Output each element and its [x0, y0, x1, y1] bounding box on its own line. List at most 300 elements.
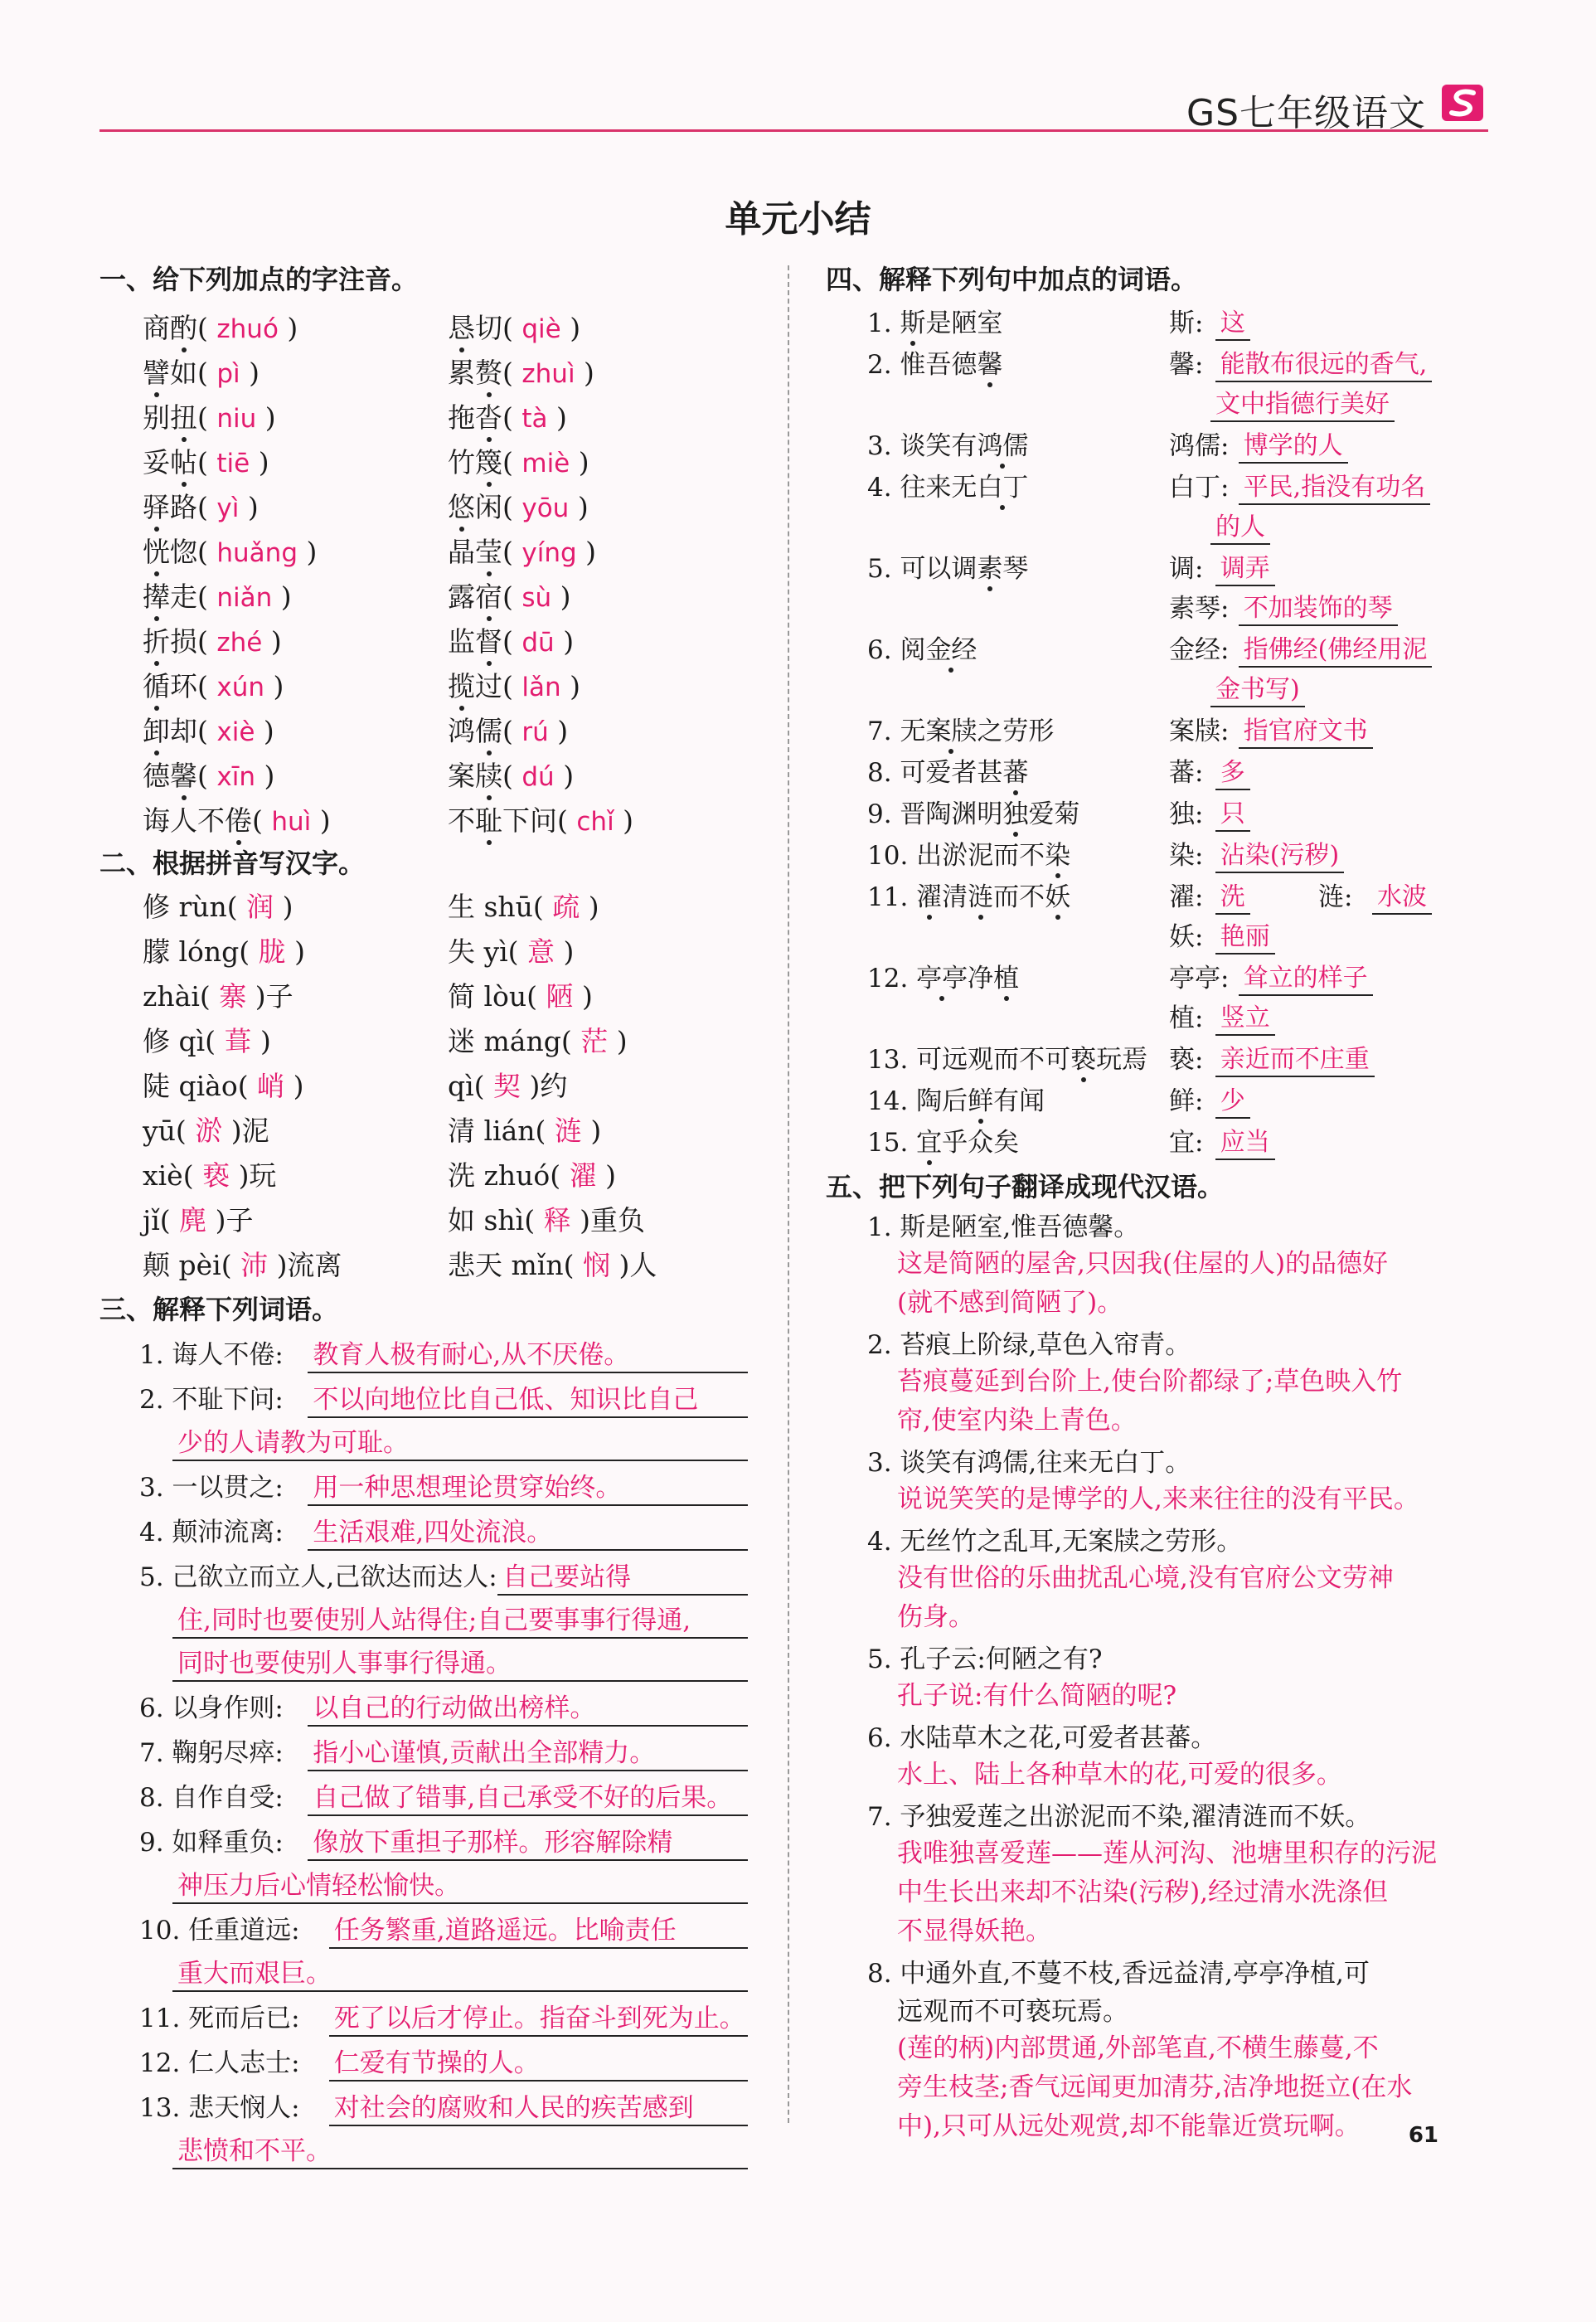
- sentence-text: 有闻: [993, 1086, 1045, 1116]
- paren: (: [557, 804, 577, 837]
- pinyin-prompt: 失 yì(: [448, 935, 519, 968]
- pinyin-row: [448, 441, 589, 480]
- pinyin-prompt: 简 lòu(: [448, 980, 538, 1013]
- word-text: 切: [475, 312, 502, 344]
- hanzi-row: [448, 930, 574, 969]
- dotted-word: 亭亭: [916, 957, 968, 994]
- sentence-text: 爱菊: [1028, 799, 1080, 829]
- paren: ): [547, 401, 567, 434]
- item-number: 15.: [867, 1128, 917, 1158]
- term-label: 1. 诲人不倦:: [139, 1340, 284, 1370]
- gloss-answer: 不加装饰的琴: [1239, 587, 1398, 626]
- pinyin-row: [143, 710, 274, 749]
- translation-line: (莲的柄)内部贯通,外部笔直,不横生藤蔓,不: [897, 2033, 1379, 2063]
- sentence-row: [867, 425, 1028, 462]
- word-text: 鸿: [448, 715, 475, 747]
- hanzi-answer: 涟: [546, 1115, 591, 1147]
- item-number: 13.: [867, 1045, 917, 1075]
- pinyin-row: [143, 799, 331, 838]
- pinyin-row: [143, 665, 284, 704]
- hanzi-row: [143, 1020, 271, 1059]
- original-sentence: 1. 斯是陋室,惟吾德馨。: [867, 1212, 1140, 1242]
- word-text: 晶: [448, 536, 475, 568]
- paren: ): [294, 935, 306, 968]
- term-label: 8. 自作自受:: [139, 1783, 284, 1813]
- paren: (: [197, 312, 217, 344]
- item-number: 4.: [867, 473, 900, 503]
- hanzi-row: [143, 1244, 342, 1283]
- paren: (: [502, 312, 522, 344]
- translation-line: 中),只可从远处观赏,却不能靠近赏玩啊。: [897, 2111, 1361, 2141]
- paren: ): [616, 1025, 628, 1057]
- original-sentence: 3. 谈笑有鸿儒,往来无白丁。: [867, 1448, 1191, 1478]
- hanzi-answer: 陋: [537, 980, 583, 1013]
- word-text: 商: [143, 312, 170, 344]
- paren: ): [278, 312, 298, 344]
- gloss-answer: 少: [1215, 1080, 1250, 1119]
- dotted-word: 蕃: [1002, 751, 1028, 789]
- paren: ): [272, 580, 292, 613]
- sentence-text: 玩焉: [1096, 1045, 1148, 1075]
- hanzi-row: [448, 1065, 567, 1104]
- paren: ): [240, 357, 260, 389]
- pinyin-answer: rú: [521, 717, 549, 747]
- dotted-word: 植: [993, 957, 1019, 994]
- hanzi-row: [143, 1110, 269, 1149]
- column-divider: [788, 265, 789, 2123]
- hanzi-row: [143, 1154, 276, 1193]
- dotted-word: 鸿儒: [977, 425, 1028, 462]
- hanzi-answer: 濯: [560, 1159, 606, 1192]
- item-number: 12.: [867, 964, 917, 993]
- gloss-answer: 水波: [1372, 876, 1432, 915]
- page-number: 61: [1408, 2123, 1438, 2148]
- translation-line: (就不感到简陋了)。: [897, 1288, 1123, 1318]
- pinyin-answer: dū: [521, 628, 555, 658]
- term-definition: 死了以后才停止。指奋斗到死为止。: [329, 1997, 748, 2037]
- pinyin-answer: yíng: [521, 538, 577, 568]
- pinyin-prompt: zhài(: [143, 980, 211, 1013]
- paren: (: [197, 536, 217, 568]
- publisher-logo-icon: [1440, 81, 1488, 124]
- sentence-row: [867, 710, 1054, 747]
- dotted-char: 馨: [170, 755, 197, 794]
- paren: ): [554, 760, 575, 792]
- hanzi-answer: 峭: [248, 1070, 293, 1102]
- pinyin-prompt: 悲天 mǐn(: [448, 1249, 575, 1281]
- term-definition: 像放下重担子那样。形容解除精: [308, 1821, 748, 1861]
- term-definition: 指小心谨慎,贡献出全部精力。: [308, 1732, 748, 1771]
- dotted-char: 卸: [143, 710, 170, 749]
- term-definition: 同时也要使别人事事行得通。: [172, 1642, 748, 1682]
- gloss-answer: 多: [1215, 751, 1250, 790]
- paren: ): [239, 491, 259, 523]
- translation-line: 没有世俗的乐曲扰乱心境,没有官府公文劳神: [897, 1563, 1394, 1593]
- pinyin-row: [143, 576, 292, 615]
- hanzi-answer: 契: [484, 1070, 530, 1102]
- sentence-text: 之劳形: [977, 717, 1055, 746]
- hanzi-row: [143, 975, 293, 1014]
- dotted-word: 染: [1045, 834, 1070, 872]
- paren: ): [250, 446, 269, 478]
- sentence-text: 无: [900, 717, 926, 746]
- gloss-word: 亭亭:: [1169, 964, 1230, 993]
- paren: )重负: [580, 1204, 645, 1236]
- section-4-title: 四、解释下列句中加点的词语。: [826, 264, 1198, 295]
- pinyin-answer: zhuì: [521, 359, 575, 389]
- sentence-text: 而不: [993, 882, 1045, 912]
- original-sentence: 远观而不可亵玩焉。: [897, 1997, 1128, 2027]
- gloss-answer: 竖立: [1215, 997, 1275, 1036]
- pinyin-row: [143, 307, 298, 346]
- pinyin-prompt: 如 shì(: [448, 1204, 536, 1236]
- paren: (: [197, 715, 217, 747]
- hanzi-answer: 疏: [543, 891, 589, 923]
- dotted-char: 循: [143, 665, 170, 704]
- sentence-text: 乎众矣: [942, 1128, 1020, 1158]
- translation-line: 苔痕蔓延到台阶上,使台阶都绿了;草色映入竹: [897, 1367, 1403, 1397]
- gloss-answer: 金书写): [1210, 668, 1305, 707]
- dotted-char: 帖: [170, 441, 197, 480]
- pinyin-row: [448, 576, 571, 615]
- paren: (: [197, 357, 217, 389]
- sentence-text: 惟吾德: [900, 350, 977, 380]
- pinyin-answer: zhuó: [216, 314, 279, 344]
- pinyin-row: [448, 710, 568, 749]
- gloss-word: 金经:: [1169, 635, 1230, 665]
- hanzi-row: [143, 1065, 303, 1104]
- pinyin-prompt: 生 shū(: [448, 891, 544, 923]
- paren: ): [311, 804, 331, 837]
- sentence-row: [867, 466, 1028, 503]
- pinyin-prompt: 朦 lóng(: [143, 935, 250, 968]
- gloss-word: 鸿儒:: [1169, 431, 1230, 461]
- paren: ): [563, 935, 575, 968]
- sentence-text: 晋陶渊明: [900, 799, 1003, 829]
- hanzi-answer: 淤: [186, 1115, 231, 1147]
- paren: ): [582, 980, 593, 1013]
- word-text: 损: [170, 625, 197, 658]
- word-text: 监: [448, 625, 475, 658]
- dotted-char: 宿: [475, 576, 502, 615]
- paren: )玩: [238, 1159, 277, 1192]
- term-definition: 对社会的腐败和人民的疾苦感到: [329, 2086, 748, 2126]
- paren: ): [551, 580, 571, 613]
- dotted-char: 篾: [475, 441, 502, 480]
- paren: (: [502, 625, 522, 658]
- gloss-word: 宜:: [1169, 1128, 1204, 1158]
- hanzi-answer: 润: [237, 891, 283, 923]
- gloss-answer: 沾染(污秽): [1215, 834, 1344, 873]
- term-label: 3. 一以贯之:: [139, 1473, 284, 1503]
- paren: (: [197, 401, 217, 434]
- gloss-word: 植:: [1169, 1003, 1204, 1033]
- paren: (: [502, 446, 522, 478]
- dotted-word: 白丁: [977, 466, 1028, 503]
- translation-line: 帘,使室内染上青色。: [897, 1406, 1137, 1435]
- translation-line: 旁生枝茎;香气远闻更加清芬,洁净地挺立(在水: [897, 2072, 1413, 2102]
- translation-line: 孔子说:有什么简陋的呢?: [897, 1681, 1177, 1711]
- term-label: 2. 不耻下问:: [139, 1385, 284, 1415]
- pinyin-answer: qiè: [521, 314, 561, 344]
- hanzi-answer: 悯: [574, 1249, 619, 1281]
- dotted-char: 譬: [143, 352, 170, 391]
- gloss-answer: 指佛经(佛经用泥: [1239, 629, 1433, 668]
- gloss-answer: 耸立的样子: [1239, 957, 1373, 996]
- gloss-word: 调:: [1169, 554, 1204, 584]
- word-text: 如: [170, 357, 197, 389]
- pinyin-prompt: 清 lián(: [448, 1115, 546, 1147]
- sentence-row: [867, 751, 1028, 789]
- gloss-word: 濯:: [1169, 882, 1204, 912]
- dotted-word: 金经: [925, 629, 977, 666]
- term-definition: 少的人请教为可耻。: [172, 1421, 748, 1461]
- term-label: 11. 死而后已:: [139, 2004, 300, 2033]
- word-text: 环: [170, 670, 197, 702]
- term-definition: 住,同时也要使别人站得住;自己要事事行得通,: [172, 1599, 748, 1639]
- sentence-text: 出淤泥而不: [916, 841, 1045, 871]
- paren: ): [590, 1115, 602, 1147]
- translation-line: 水上、陆上各种草木的花,可爱的很多。: [897, 1760, 1342, 1790]
- pinyin-answer: niu: [216, 404, 257, 434]
- pinyin-prompt: 洗 zhuó(: [448, 1159, 561, 1192]
- paren: ): [560, 312, 581, 344]
- paren: ): [560, 670, 581, 702]
- paren: ): [570, 446, 589, 478]
- paren: (: [197, 625, 217, 658]
- dotted-word: 亵: [1070, 1038, 1096, 1076]
- paren: (: [197, 446, 217, 478]
- item-number: 6.: [867, 635, 900, 665]
- paren: ): [256, 401, 276, 434]
- pinyin-row: [143, 486, 259, 525]
- gloss-answer: 洗: [1215, 876, 1250, 915]
- paren: )约: [529, 1070, 568, 1102]
- section-2-title: 二、根据拼音写汉字。: [99, 848, 366, 879]
- paren: ): [282, 891, 293, 923]
- paren: (: [502, 491, 522, 523]
- word-text: 竹: [448, 446, 475, 478]
- paren: (: [197, 580, 217, 613]
- item-number: 3.: [867, 431, 900, 461]
- item-number: 8.: [867, 758, 900, 788]
- sentence-row: [867, 1121, 1019, 1159]
- paren: ): [605, 1159, 616, 1192]
- item-number: 10.: [867, 841, 917, 871]
- paren: )子: [215, 1204, 254, 1236]
- pinyin-answer: tà: [521, 404, 548, 434]
- term-label: 10. 任重道远:: [139, 1916, 300, 1946]
- sentence-text: 谈笑有: [900, 431, 977, 461]
- term-definition: 自己要站得: [497, 1556, 748, 1596]
- hanzi-answer: 亵: [193, 1159, 239, 1192]
- dotted-word: 濯: [916, 876, 942, 913]
- paren: ): [255, 760, 275, 792]
- pinyin-answer: dú: [521, 762, 555, 792]
- sentence-row: [867, 547, 1028, 585]
- pinyin-answer: xún: [216, 673, 265, 702]
- dotted-word: 涟: [968, 876, 993, 913]
- paren: ): [260, 1025, 271, 1057]
- word-text: 惚: [170, 536, 197, 568]
- pinyin-row: [448, 396, 567, 435]
- gloss-word: 妖:: [1169, 922, 1204, 952]
- pinyin-answer: xiè: [216, 717, 255, 747]
- hanzi-row: [448, 1110, 601, 1149]
- pinyin-answer: zhé: [216, 628, 263, 658]
- translation-line: 我唯独喜爱莲——莲从河沟、池塘里积存的污泥: [897, 1839, 1437, 1868]
- pinyin-answer: xīn: [216, 762, 255, 792]
- gloss-word: 白丁:: [1169, 473, 1230, 503]
- section-3-title: 三、解释下列词语。: [99, 1294, 339, 1325]
- sentence-row: [867, 302, 1002, 339]
- gloss-answer: 的人: [1210, 506, 1270, 545]
- translation-line: 不显得妖艳。: [897, 1916, 1051, 1946]
- pinyin-answer: huì: [271, 807, 312, 837]
- pinyin-prompt: 修 qì(: [143, 1025, 216, 1057]
- hanzi-answer: 意: [518, 935, 564, 968]
- sentence-row: [867, 793, 1079, 830]
- hanzi-row: [448, 1244, 657, 1283]
- dotted-word: 调素琴: [951, 547, 1028, 585]
- pinyin-answer: yōu: [521, 493, 570, 523]
- dotted-char: 耻: [475, 799, 502, 838]
- dotted-char: 酌: [170, 307, 197, 346]
- section-5-title: 五、把下列句子翻译成现代汉语。: [826, 1171, 1225, 1202]
- paren: (: [502, 536, 522, 568]
- pinyin-row: [143, 531, 317, 570]
- pinyin-row: [143, 620, 282, 659]
- term-label: 12. 仁人志士:: [139, 2048, 300, 2078]
- item-number: 1.: [867, 308, 900, 338]
- hanzi-row: [143, 886, 293, 925]
- term-label: 6. 以身作则:: [139, 1693, 284, 1723]
- dotted-char: 扭: [170, 396, 197, 435]
- translation-line: 伤身。: [897, 1602, 974, 1632]
- dotted-word: 妖: [1045, 876, 1070, 913]
- pinyin-prompt: qì(: [448, 1070, 485, 1102]
- gloss-word: 素琴:: [1169, 594, 1230, 624]
- dotted-word: 宜: [916, 1121, 942, 1159]
- sentence-text: 是陋室: [925, 308, 1003, 338]
- word-text: 路: [170, 491, 197, 523]
- paren: )流离: [276, 1249, 342, 1281]
- gloss-answer: 亲近而不庄重: [1215, 1038, 1375, 1077]
- paren: ): [255, 715, 274, 747]
- paren: )泥: [230, 1115, 269, 1147]
- term-definition: 用一种思想理论贯穿始终。: [308, 1466, 748, 1506]
- pinyin-prompt: 修 rùn(: [143, 891, 238, 923]
- gloss-answer: 指官府文书: [1239, 710, 1373, 749]
- sentence-text: 净: [968, 964, 994, 993]
- hanzi-answer: 麂: [170, 1204, 216, 1236]
- pinyin-row: [448, 486, 589, 525]
- page-header: [99, 80, 1488, 132]
- original-sentence: 7. 予独爱莲之出淤泥而不染,濯清涟而不妖。: [867, 1802, 1371, 1832]
- pinyin-row: [143, 755, 274, 794]
- dotted-char: 恍: [143, 531, 170, 570]
- gloss-answer: 调弄: [1215, 547, 1275, 586]
- section-1-title: 一、给下列加点的字注音。: [99, 264, 419, 295]
- word-text: 德: [143, 760, 170, 792]
- dotted-word: 斯: [900, 302, 925, 339]
- pinyin-answer: niǎn: [216, 583, 273, 613]
- hanzi-answer: 葺: [216, 1025, 261, 1057]
- sentence-row: [867, 876, 1070, 913]
- gloss-word: 馨:: [1169, 350, 1204, 380]
- sentence-text: 陶后: [916, 1086, 968, 1116]
- dotted-char: 督: [475, 620, 502, 659]
- paren: )人: [619, 1249, 657, 1281]
- term-definition: 重大而艰巨。: [172, 1952, 748, 1992]
- sentence-text: 可远观而不可: [916, 1045, 1071, 1075]
- translation-line: 这是简陋的屋舍,只因我(住屋的人)的品德好: [897, 1249, 1389, 1279]
- gloss-word: 亵:: [1169, 1045, 1204, 1075]
- sentence-text: 往来无: [900, 473, 977, 503]
- pinyin-answer: chǐ: [576, 807, 614, 837]
- paren: ): [548, 715, 569, 747]
- item-number: 14.: [867, 1086, 917, 1116]
- dotted-char: 折: [143, 620, 170, 659]
- paren: ): [554, 625, 575, 658]
- pinyin-prompt: 颠 pèi(: [143, 1249, 232, 1281]
- gloss-answer: 文中指德行美好: [1210, 383, 1395, 422]
- dotted-char: 悠: [448, 486, 475, 525]
- word-text: 走: [170, 580, 197, 613]
- paren: (: [502, 580, 522, 613]
- dotted-char: 撵: [143, 576, 170, 615]
- term-definition: 神压力后心情轻松愉快。: [172, 1864, 748, 1904]
- hanzi-answer: 胧: [250, 935, 295, 968]
- word-text: 却: [170, 715, 197, 747]
- page-title: 单元小结: [725, 198, 871, 240]
- sentence-row: [867, 629, 977, 666]
- gloss-word: 独:: [1169, 799, 1204, 829]
- sentence-row: [867, 834, 1070, 872]
- term-definition: 自己做了错事,自己承受不好的后果。: [308, 1776, 748, 1816]
- gloss-answer: 只: [1215, 793, 1250, 832]
- term-label: 5. 己欲立而立人,己欲达而达人:: [139, 1562, 497, 1592]
- word-text: 妥: [143, 446, 170, 478]
- word-text: 累: [448, 357, 475, 389]
- dotted-char: 赘: [475, 352, 502, 391]
- hanzi-row: [143, 1199, 254, 1238]
- paren: ): [588, 891, 599, 923]
- dotted-word: 鲜: [968, 1080, 993, 1117]
- paren: (: [502, 670, 522, 702]
- item-number: 9.: [867, 799, 900, 829]
- gloss-answer: 这: [1215, 302, 1250, 341]
- term-label: 9. 如释重负:: [139, 1828, 284, 1858]
- pinyin-answer: lǎn: [521, 673, 561, 702]
- pinyin-row: [448, 620, 574, 659]
- pinyin-answer: miè: [521, 449, 570, 478]
- paren: ): [575, 357, 594, 389]
- paren: ): [576, 536, 597, 568]
- term-definition: 教育人极有耐心,从不厌倦。: [308, 1333, 748, 1373]
- pinyin-row: [143, 352, 260, 391]
- sentence-text: 清: [942, 882, 968, 912]
- dotted-char: 牍: [475, 755, 502, 794]
- term-label: 7. 鞠躬尽瘁:: [139, 1738, 284, 1768]
- pinyin-row: [448, 799, 633, 838]
- dotted-word: 独: [1002, 793, 1028, 830]
- term-definition: 不以向地位比自己低、知识比自己: [308, 1378, 748, 1418]
- paren: (: [252, 804, 272, 837]
- item-number: 7.: [867, 717, 900, 746]
- pinyin-prompt: 迷 máng(: [448, 1025, 572, 1057]
- hanzi-row: [448, 1199, 645, 1238]
